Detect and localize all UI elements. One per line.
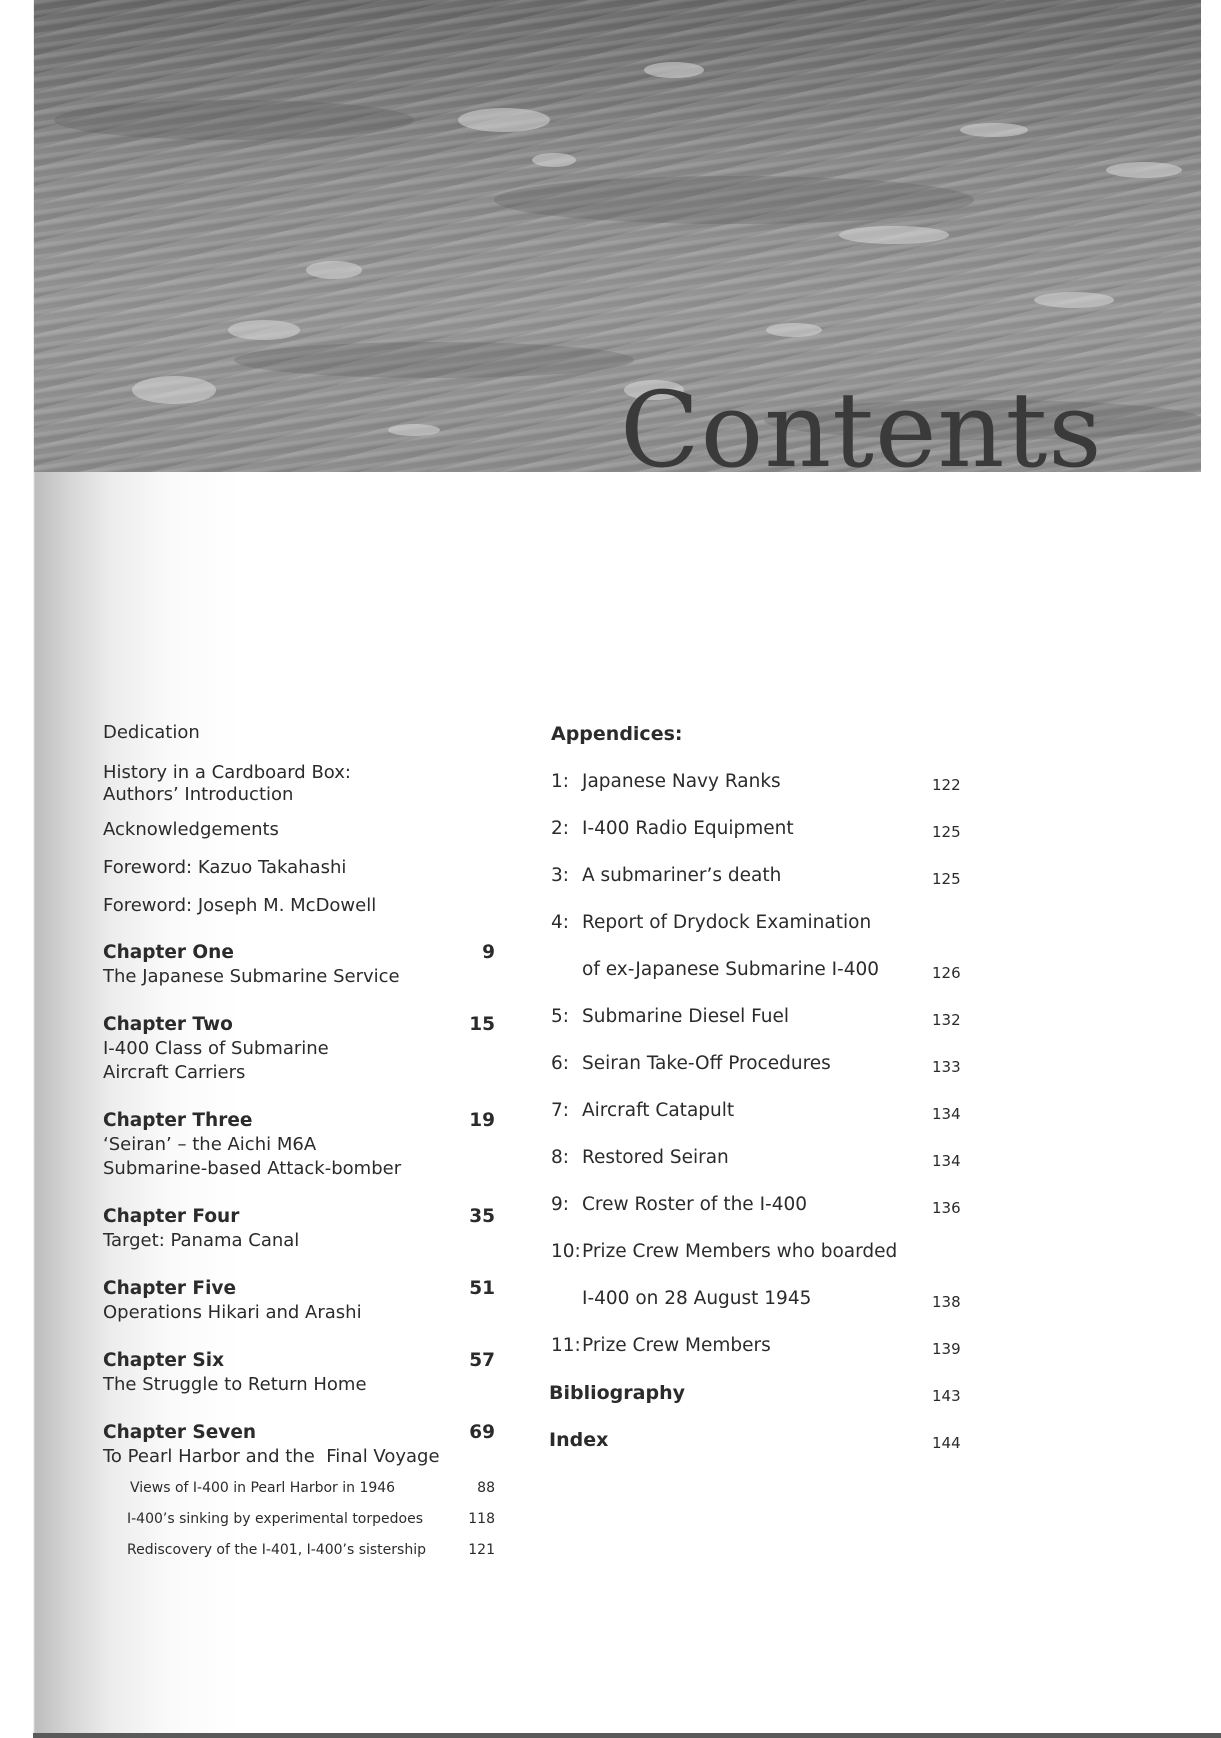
- chapter-title: Chapter Four: [103, 1206, 240, 1227]
- appendix-title: Japanese Navy Ranks: [582, 771, 781, 792]
- appendix-title: Prize Crew Members: [582, 1335, 771, 1356]
- appendices-heading: Appendices:: [551, 723, 683, 745]
- appendix-number: 9:: [551, 1194, 570, 1215]
- toc-left-column: [103, 722, 495, 1572]
- subentry-page: 121: [468, 1542, 495, 1558]
- appendix-title: Aircraft Catapult: [582, 1100, 735, 1121]
- toc-chapter-five[interactable]: [103, 1277, 495, 1349]
- toc-chapter-six[interactable]: [103, 1349, 495, 1421]
- scan-bottom-edge: [33, 1733, 1221, 1738]
- appendix-item[interactable]: [551, 1052, 971, 1099]
- appendix-number: 11:: [551, 1335, 581, 1356]
- appendix-page: 125: [932, 823, 961, 841]
- appendix-item[interactable]: [551, 864, 971, 911]
- toc-acknowledgements[interactable]: Acknowledgements: [103, 819, 279, 840]
- chapter-page: 69: [469, 1422, 495, 1443]
- toc-subentry[interactable]: [103, 1510, 495, 1541]
- appendix-item[interactable]: [551, 1146, 971, 1193]
- chapter-page: 15: [469, 1014, 495, 1035]
- subentry-page: 118: [468, 1511, 495, 1527]
- appendix-item[interactable]: [551, 817, 971, 864]
- chapter-title: Chapter Two: [103, 1014, 233, 1035]
- toc-chapter-four[interactable]: [103, 1205, 495, 1277]
- ocean-photo: [34, 0, 1221, 472]
- appendix-title: Restored Seiran: [582, 1147, 729, 1168]
- toc-foreword-takahashi[interactable]: Foreword: Kazuo Takahashi: [103, 857, 347, 878]
- page-right-margin: [1201, 0, 1221, 1738]
- appendix-item[interactable]: [551, 911, 971, 958]
- appendix-page: 139: [932, 1340, 961, 1358]
- appendix-title: I-400 Radio Equipment: [582, 818, 794, 839]
- appendix-page: 133: [932, 1058, 961, 1076]
- appendix-number: 3:: [551, 865, 570, 886]
- subentry-text: Views of I-400 in Pearl Harbor in 1946: [130, 1480, 396, 1496]
- chapter-subtitle: The Japanese Submarine Service: [103, 966, 400, 987]
- appendix-title: Submarine Diesel Fuel: [582, 1006, 789, 1027]
- chapter-page: 57: [469, 1350, 495, 1371]
- chapter-title: Chapter Six: [103, 1350, 225, 1371]
- appendix-number: 6:: [551, 1053, 570, 1074]
- chapter-subtitle: Operations Hikari and Arashi: [103, 1302, 362, 1323]
- appendix-title: I-400 on 28 August 1945: [582, 1288, 812, 1309]
- chapter-title: Chapter Five: [103, 1278, 237, 1299]
- appendix-page: 136: [932, 1199, 961, 1217]
- appendix-title: Prize Crew Members who boarded: [582, 1241, 898, 1262]
- chapter-title: Chapter One: [103, 942, 234, 963]
- page-title: Contents: [620, 369, 1103, 472]
- appendix-number: 5:: [551, 1006, 570, 1027]
- appendix-item-continued[interactable]: [551, 1287, 971, 1334]
- appendix-page: 125: [932, 870, 961, 888]
- appendix-item[interactable]: [551, 1334, 971, 1381]
- toc-subentry[interactable]: [103, 1541, 495, 1572]
- toc-index[interactable]: [551, 1428, 971, 1475]
- appendix-number: 7:: [551, 1100, 570, 1121]
- appendix-page: 134: [932, 1105, 961, 1123]
- toc-introduction[interactable]: History in a Cardboard Box: Authors’ Introduction: [103, 762, 351, 805]
- index-page: 144: [932, 1434, 961, 1452]
- toc-foreword-mcdowell[interactable]: Foreword: Joseph M. McDowell: [103, 895, 377, 916]
- appendix-item[interactable]: [551, 1099, 971, 1146]
- chapter-title: Chapter Seven: [103, 1422, 257, 1443]
- chapter-subtitle: Target: Panama Canal: [103, 1230, 300, 1251]
- appendix-number: 10:: [551, 1241, 581, 1262]
- appendix-number: 8:: [551, 1147, 570, 1168]
- subentry-text: Rediscovery of the I-401, I-400’s sistership: [127, 1542, 426, 1558]
- appendix-item-continued[interactable]: [551, 958, 971, 1005]
- toc-bibliography[interactable]: [551, 1381, 971, 1428]
- appendix-page: 138: [932, 1293, 961, 1311]
- chapter-subtitle: ‘Seiran’ – the Aichi M6A Submarine-based Attack-bomber: [103, 1134, 402, 1179]
- appendix-item[interactable]: [551, 1005, 971, 1052]
- appendix-title: Report of Drydock Examination: [582, 912, 872, 933]
- appendix-item[interactable]: [551, 1240, 971, 1287]
- chapter-page: 51: [469, 1278, 495, 1299]
- chapter-subtitle: The Struggle to Return Home: [103, 1374, 367, 1395]
- bibliography-title: Bibliography: [549, 1382, 685, 1404]
- appendix-item[interactable]: [551, 770, 971, 817]
- appendix-page: 134: [932, 1152, 961, 1170]
- index-title: Index: [549, 1429, 609, 1451]
- toc-chapter-two[interactable]: [103, 1013, 495, 1109]
- appendix-title: A submariner’s death: [582, 865, 782, 886]
- toc-subentry[interactable]: [103, 1479, 495, 1510]
- appendix-number: 1:: [551, 771, 570, 792]
- appendix-page: 132: [932, 1011, 961, 1029]
- appendix-item[interactable]: [551, 1193, 971, 1240]
- chapter-page: 19: [469, 1110, 495, 1131]
- appendix-number: 4:: [551, 912, 570, 933]
- subentry-page: 88: [477, 1480, 495, 1496]
- appendix-page: 122: [932, 776, 961, 794]
- chapter-subtitle: To Pearl Harbor and the Final Voyage: [103, 1446, 440, 1467]
- appendix-title: of ex-Japanese Submarine I-400: [582, 959, 880, 980]
- toc-dedication[interactable]: Dedication: [103, 722, 200, 743]
- bibliography-page: 143: [932, 1387, 961, 1405]
- appendix-number: 2:: [551, 818, 570, 839]
- chapter-page: 9: [482, 942, 495, 963]
- chapter-title: Chapter Three: [103, 1110, 253, 1131]
- chapter-page: 35: [469, 1206, 495, 1227]
- appendix-page: 126: [932, 964, 961, 982]
- toc-chapter-seven[interactable]: [103, 1421, 495, 1479]
- subentry-text: I-400’s sinking by experimental torpedoes: [127, 1511, 423, 1527]
- toc-chapter-three[interactable]: [103, 1109, 495, 1205]
- chapter-subtitle: I-400 Class of Submarine Aircraft Carriers: [103, 1038, 329, 1083]
- toc-right-column: [551, 722, 971, 1475]
- appendix-title: Crew Roster of the I-400: [582, 1194, 808, 1215]
- appendix-title: Seiran Take-Off Procedures: [582, 1053, 831, 1074]
- toc-chapter-one[interactable]: [103, 941, 495, 1013]
